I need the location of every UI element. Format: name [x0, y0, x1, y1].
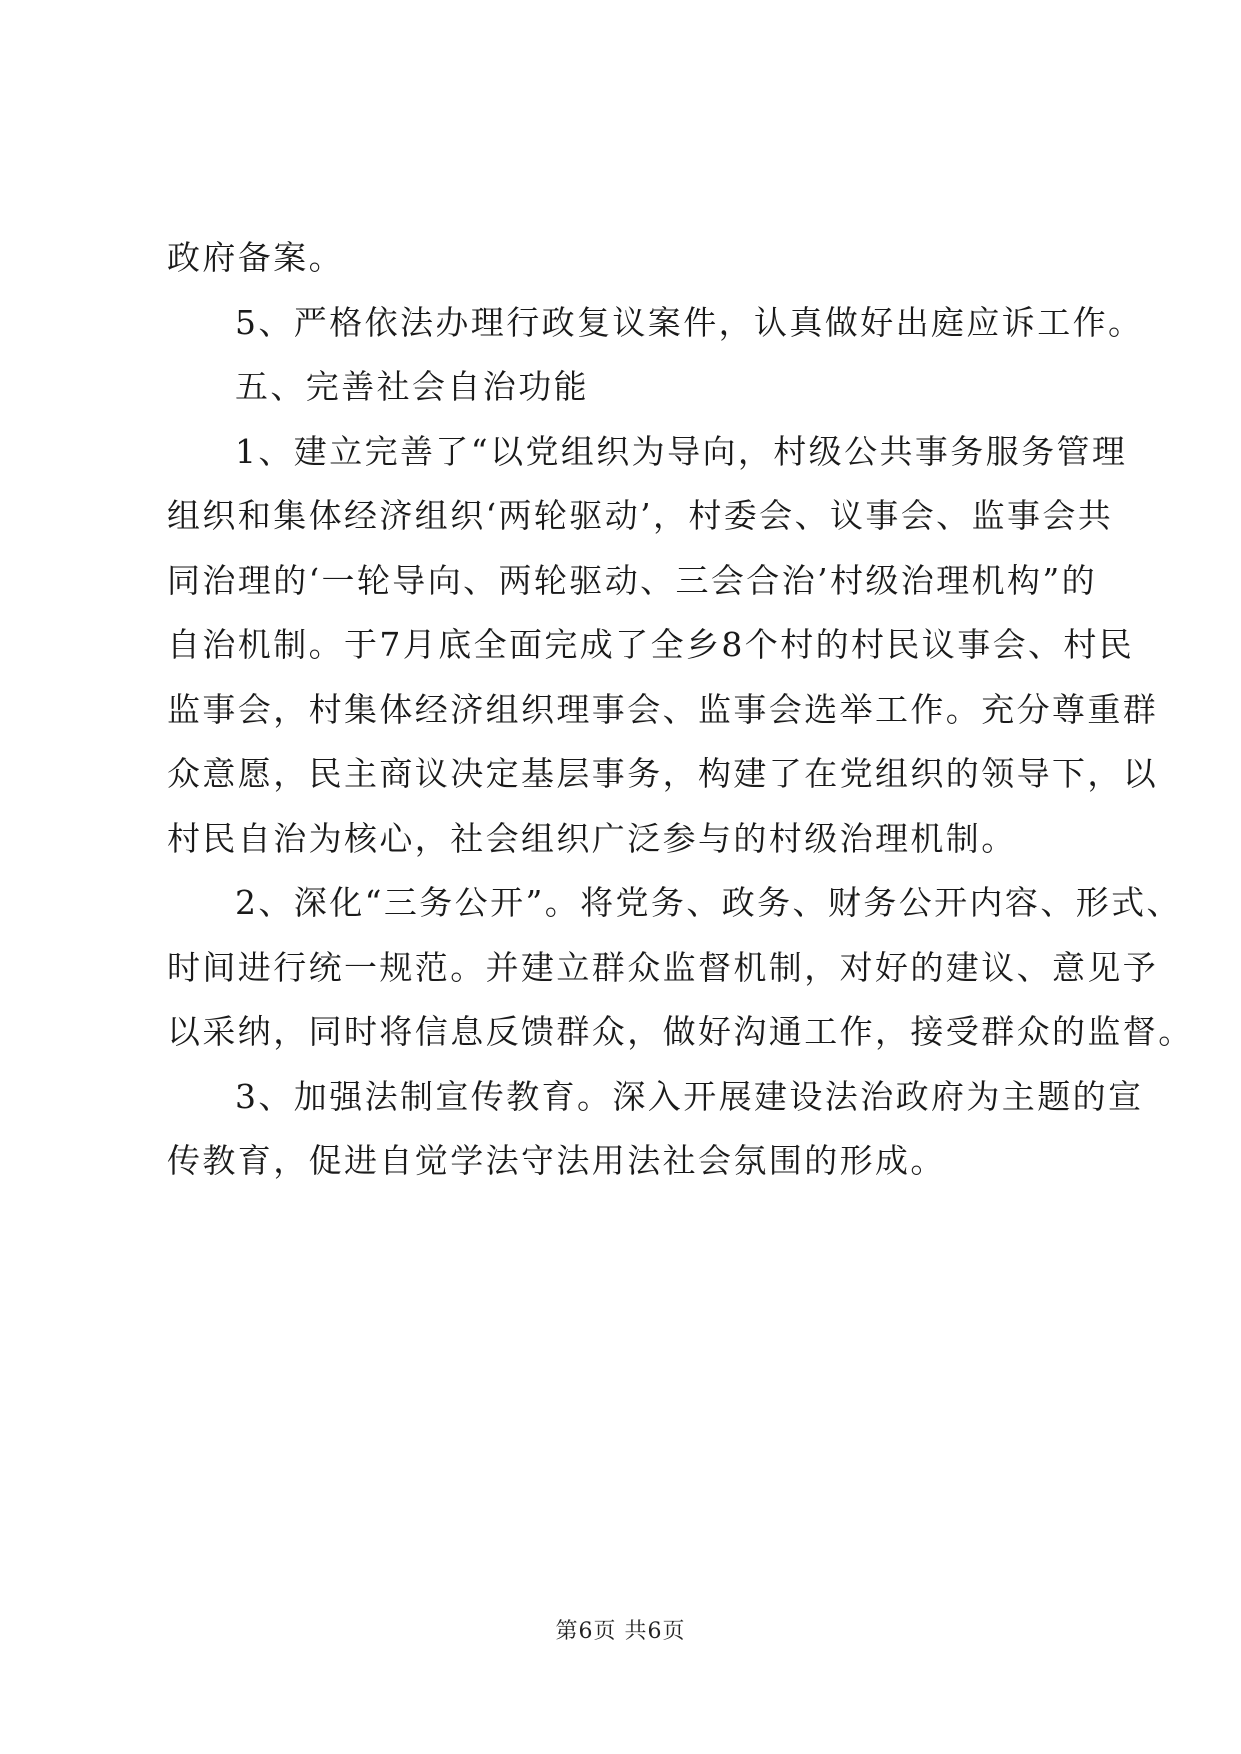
- paragraph-item-2-line: 2、深化“三务公开”。将党务、政务、财务公开内容、形式、: [235, 883, 1182, 922]
- paragraph-item-1-line: 监事会，村集体经济组织理事会、监事会选举工作。充分尊重群: [167, 689, 1159, 729]
- section-heading: 五、完善社会自治功能: [235, 367, 589, 406]
- paragraph-item-3-line: 3、加强法制宣传教育。深入开展建设法治政府为主题的宣: [235, 1076, 1144, 1116]
- paragraph-item-1-line: 1、建立完善了“以党组织为导向，村级公共事务服务管理: [235, 431, 1128, 471]
- paragraph-item-3-line: 传教育，促进自觉学法守法用法社会氛围的形成。: [167, 1141, 946, 1180]
- paragraph-item-5: 5、严格依法办理行政复议案件，认真做好出庭应诉工作。: [235, 302, 1144, 342]
- paragraph-item-1-line: 同治理的‘一轮导向、两轮驱动、三会合治’村级治理机构”的: [167, 560, 1098, 600]
- paragraph-item-1-line: 组织和集体经济组织‘两轮驱动’，村委会、议事会、监事会共: [167, 496, 1114, 535]
- paragraph-item-1-line: 自治机制。于7月底全面完成了全乡8个村的村民议事会、村民: [167, 625, 1135, 664]
- paragraph-continuation: 政府备案。: [167, 238, 344, 277]
- paragraph-item-1-line: 众意愿，民主商议决定基层事务，构建了在党组织的领导下，以: [167, 754, 1159, 793]
- paragraph-item-2-line: 时间进行统一规范。并建立群众监督机制，对好的建议、意见予: [167, 947, 1159, 987]
- paragraph-item-1-line: 村民自治为核心，社会组织广泛参与的村级治理机制。: [167, 818, 1017, 858]
- page-number-footer: 第6页 共6页: [555, 1619, 686, 1644]
- document-body: [167, 226, 1194, 1194]
- paragraph-item-2-line: 以采纳，同时将信息反馈群众，做好沟通工作，接受群众的监督。: [167, 1012, 1194, 1051]
